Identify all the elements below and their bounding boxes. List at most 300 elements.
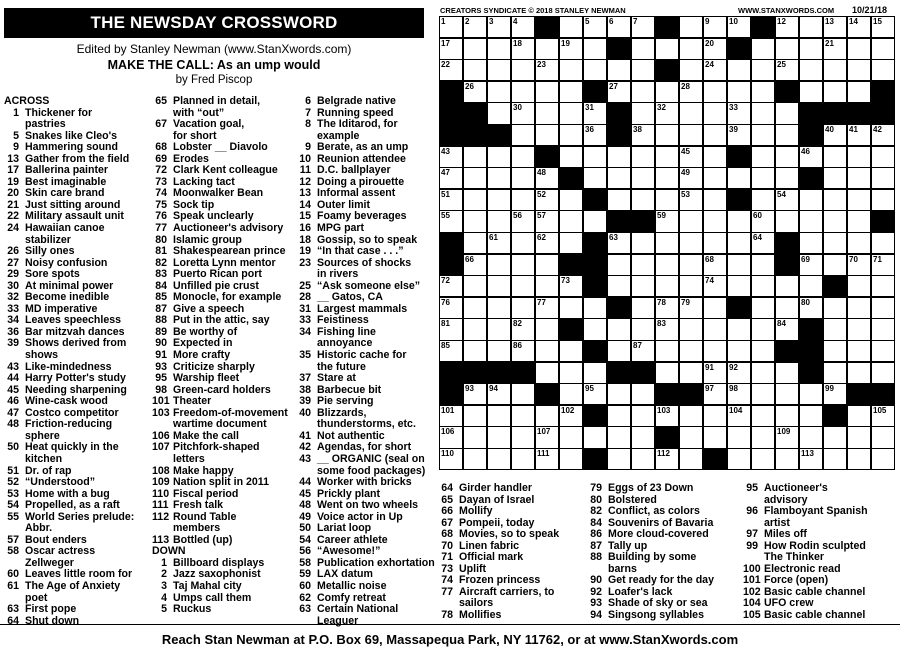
grid-cell[interactable] xyxy=(463,318,487,340)
grid-cell[interactable] xyxy=(655,362,679,384)
grid-cell[interactable] xyxy=(607,16,631,38)
grid-cell[interactable] xyxy=(631,254,655,276)
grid-cell[interactable] xyxy=(679,38,703,60)
grid-cell[interactable] xyxy=(751,189,775,211)
grid-cell[interactable] xyxy=(727,275,751,297)
grid-cell[interactable] xyxy=(439,340,463,362)
grid-cell[interactable] xyxy=(751,297,775,319)
grid-cell[interactable] xyxy=(751,318,775,340)
grid-cell[interactable] xyxy=(463,189,487,211)
grid-cell[interactable] xyxy=(799,448,823,470)
grid-cell[interactable] xyxy=(799,210,823,232)
grid-cell[interactable] xyxy=(679,189,703,211)
grid-cell[interactable] xyxy=(847,362,871,384)
grid-cell[interactable] xyxy=(607,405,631,427)
grid-cell[interactable] xyxy=(631,59,655,81)
grid-cell[interactable] xyxy=(487,340,511,362)
grid-cell[interactable] xyxy=(559,426,583,448)
grid-cell[interactable] xyxy=(559,102,583,124)
grid-cell[interactable] xyxy=(871,448,895,470)
grid-cell[interactable] xyxy=(775,318,799,340)
grid-cell[interactable] xyxy=(631,189,655,211)
grid-cell[interactable] xyxy=(487,16,511,38)
grid-cell[interactable] xyxy=(847,124,871,146)
grid-cell[interactable] xyxy=(631,297,655,319)
grid-cell[interactable] xyxy=(511,59,535,81)
grid-cell[interactable] xyxy=(655,189,679,211)
grid-cell[interactable] xyxy=(535,297,559,319)
grid-cell[interactable] xyxy=(535,254,559,276)
grid-cell[interactable] xyxy=(631,102,655,124)
grid-cell[interactable] xyxy=(799,232,823,254)
grid-cell[interactable] xyxy=(775,210,799,232)
grid-cell[interactable] xyxy=(559,124,583,146)
grid-cell[interactable] xyxy=(727,254,751,276)
grid-cell[interactable] xyxy=(727,448,751,470)
grid-cell[interactable] xyxy=(823,362,847,384)
grid-cell[interactable] xyxy=(535,124,559,146)
grid-cell[interactable] xyxy=(751,405,775,427)
grid-cell[interactable] xyxy=(655,275,679,297)
grid-cell[interactable] xyxy=(727,16,751,38)
grid-cell[interactable] xyxy=(631,232,655,254)
grid-cell[interactable] xyxy=(583,297,607,319)
grid-cell[interactable] xyxy=(439,297,463,319)
grid-cell[interactable] xyxy=(847,254,871,276)
grid-cell[interactable] xyxy=(751,167,775,189)
grid-cell[interactable] xyxy=(583,38,607,60)
grid-cell[interactable] xyxy=(751,340,775,362)
grid-cell[interactable] xyxy=(847,210,871,232)
grid-cell[interactable] xyxy=(655,254,679,276)
grid-cell[interactable] xyxy=(487,448,511,470)
grid-cell[interactable] xyxy=(583,167,607,189)
grid-cell[interactable] xyxy=(487,81,511,103)
grid-cell[interactable] xyxy=(559,232,583,254)
grid-cell[interactable] xyxy=(655,167,679,189)
grid-cell[interactable] xyxy=(535,81,559,103)
grid-cell[interactable] xyxy=(631,318,655,340)
grid-cell[interactable] xyxy=(823,232,847,254)
grid-cell[interactable] xyxy=(439,16,463,38)
grid-cell[interactable] xyxy=(607,340,631,362)
grid-cell[interactable] xyxy=(751,210,775,232)
grid-cell[interactable] xyxy=(535,189,559,211)
grid-cell[interactable] xyxy=(487,297,511,319)
grid-cell[interactable] xyxy=(847,38,871,60)
grid-cell[interactable] xyxy=(463,38,487,60)
grid-cell[interactable] xyxy=(631,275,655,297)
grid-cell[interactable] xyxy=(511,405,535,427)
grid-cell[interactable] xyxy=(799,275,823,297)
grid-cell[interactable] xyxy=(823,210,847,232)
grid-cell[interactable] xyxy=(799,16,823,38)
grid-cell[interactable] xyxy=(727,210,751,232)
grid-cell[interactable] xyxy=(799,38,823,60)
grid-cell[interactable] xyxy=(679,16,703,38)
grid-cell[interactable] xyxy=(583,16,607,38)
grid-cell[interactable] xyxy=(847,59,871,81)
grid-cell[interactable] xyxy=(703,405,727,427)
grid-cell[interactable] xyxy=(559,146,583,168)
grid-cell[interactable] xyxy=(487,59,511,81)
grid-cell[interactable] xyxy=(847,318,871,340)
grid-cell[interactable] xyxy=(775,362,799,384)
grid-cell[interactable] xyxy=(511,383,535,405)
grid-cell[interactable] xyxy=(487,146,511,168)
grid-cell[interactable] xyxy=(871,297,895,319)
grid-cell[interactable] xyxy=(607,81,631,103)
grid-cell[interactable] xyxy=(727,340,751,362)
grid-cell[interactable] xyxy=(559,38,583,60)
grid-cell[interactable] xyxy=(607,189,631,211)
grid-cell[interactable] xyxy=(511,426,535,448)
grid-cell[interactable] xyxy=(751,124,775,146)
grid-cell[interactable] xyxy=(439,38,463,60)
grid-cell[interactable] xyxy=(751,448,775,470)
grid-cell[interactable] xyxy=(607,254,631,276)
grid-cell[interactable] xyxy=(847,16,871,38)
grid-cell[interactable] xyxy=(751,232,775,254)
grid-cell[interactable] xyxy=(583,146,607,168)
grid-cell[interactable] xyxy=(463,16,487,38)
grid-cell[interactable] xyxy=(535,426,559,448)
grid-cell[interactable] xyxy=(775,59,799,81)
grid-cell[interactable] xyxy=(871,167,895,189)
grid-cell[interactable] xyxy=(703,59,727,81)
grid-cell[interactable] xyxy=(679,362,703,384)
grid-cell[interactable] xyxy=(871,275,895,297)
grid-cell[interactable] xyxy=(511,38,535,60)
grid-cell[interactable] xyxy=(799,189,823,211)
grid-cell[interactable] xyxy=(655,340,679,362)
grid-cell[interactable] xyxy=(799,297,823,319)
grid-cell[interactable] xyxy=(751,81,775,103)
grid-cell[interactable] xyxy=(631,426,655,448)
grid-cell[interactable] xyxy=(511,340,535,362)
grid-cell[interactable] xyxy=(607,146,631,168)
grid-cell[interactable] xyxy=(511,210,535,232)
grid-cell[interactable] xyxy=(487,38,511,60)
grid-cell[interactable] xyxy=(463,405,487,427)
grid-cell[interactable] xyxy=(511,16,535,38)
grid-cell[interactable] xyxy=(823,124,847,146)
grid-cell[interactable] xyxy=(559,275,583,297)
grid-cell[interactable] xyxy=(655,448,679,470)
grid-cell[interactable] xyxy=(631,340,655,362)
grid-cell[interactable] xyxy=(799,383,823,405)
grid-cell[interactable] xyxy=(559,405,583,427)
grid-cell[interactable] xyxy=(583,124,607,146)
grid-cell[interactable] xyxy=(487,232,511,254)
grid-cell[interactable] xyxy=(511,275,535,297)
grid-cell[interactable] xyxy=(823,146,847,168)
grid-cell[interactable] xyxy=(439,146,463,168)
grid-cell[interactable] xyxy=(703,167,727,189)
grid-cell[interactable] xyxy=(439,59,463,81)
grid-cell[interactable] xyxy=(703,81,727,103)
grid-cell[interactable] xyxy=(751,383,775,405)
grid-cell[interactable] xyxy=(679,275,703,297)
grid-cell[interactable] xyxy=(847,167,871,189)
grid-cell[interactable] xyxy=(751,275,775,297)
grid-cell[interactable] xyxy=(631,383,655,405)
grid-cell[interactable] xyxy=(535,232,559,254)
grid-cell[interactable] xyxy=(871,362,895,384)
grid-cell[interactable] xyxy=(847,297,871,319)
grid-cell[interactable] xyxy=(631,448,655,470)
grid-cell[interactable] xyxy=(535,59,559,81)
grid-cell[interactable] xyxy=(775,124,799,146)
grid-cell[interactable] xyxy=(463,448,487,470)
grid-cell[interactable] xyxy=(439,189,463,211)
grid-cell[interactable] xyxy=(847,340,871,362)
grid-cell[interactable] xyxy=(823,189,847,211)
grid-cell[interactable] xyxy=(535,275,559,297)
grid-cell[interactable] xyxy=(583,383,607,405)
grid-cell[interactable] xyxy=(535,448,559,470)
grid-cell[interactable] xyxy=(439,210,463,232)
grid-cell[interactable] xyxy=(487,405,511,427)
grid-cell[interactable] xyxy=(511,448,535,470)
grid-cell[interactable] xyxy=(775,297,799,319)
grid-cell[interactable] xyxy=(871,340,895,362)
grid-cell[interactable] xyxy=(703,426,727,448)
grid-cell[interactable] xyxy=(775,38,799,60)
grid-cell[interactable] xyxy=(607,275,631,297)
grid-cell[interactable] xyxy=(535,167,559,189)
grid-cell[interactable] xyxy=(799,146,823,168)
grid-cell[interactable] xyxy=(823,167,847,189)
grid-cell[interactable] xyxy=(559,448,583,470)
grid-cell[interactable] xyxy=(703,318,727,340)
grid-cell[interactable] xyxy=(727,383,751,405)
grid-cell[interactable] xyxy=(559,362,583,384)
grid-cell[interactable] xyxy=(439,167,463,189)
grid-cell[interactable] xyxy=(799,254,823,276)
grid-cell[interactable] xyxy=(631,81,655,103)
grid-cell[interactable] xyxy=(679,102,703,124)
grid-cell[interactable] xyxy=(487,318,511,340)
grid-cell[interactable] xyxy=(727,426,751,448)
grid-cell[interactable] xyxy=(751,362,775,384)
grid-cell[interactable] xyxy=(631,16,655,38)
grid-cell[interactable] xyxy=(703,146,727,168)
grid-cell[interactable] xyxy=(463,383,487,405)
grid-cell[interactable] xyxy=(775,189,799,211)
grid-cell[interactable] xyxy=(463,81,487,103)
grid-cell[interactable] xyxy=(703,124,727,146)
grid-cell[interactable] xyxy=(463,426,487,448)
grid-cell[interactable] xyxy=(871,16,895,38)
grid-cell[interactable] xyxy=(799,81,823,103)
grid-cell[interactable] xyxy=(655,405,679,427)
grid-cell[interactable] xyxy=(727,102,751,124)
grid-cell[interactable] xyxy=(871,38,895,60)
grid-cell[interactable] xyxy=(511,124,535,146)
grid-cell[interactable] xyxy=(679,426,703,448)
grid-cell[interactable] xyxy=(487,254,511,276)
grid-cell[interactable] xyxy=(439,405,463,427)
grid-cell[interactable] xyxy=(775,275,799,297)
grid-cell[interactable] xyxy=(751,102,775,124)
grid-cell[interactable] xyxy=(655,81,679,103)
grid-cell[interactable] xyxy=(511,318,535,340)
grid-cell[interactable] xyxy=(703,189,727,211)
grid-cell[interactable] xyxy=(727,362,751,384)
grid-cell[interactable] xyxy=(583,59,607,81)
grid-cell[interactable] xyxy=(559,210,583,232)
grid-cell[interactable] xyxy=(535,102,559,124)
grid-cell[interactable] xyxy=(727,405,751,427)
grid-cell[interactable] xyxy=(535,340,559,362)
grid-cell[interactable] xyxy=(607,383,631,405)
grid-cell[interactable] xyxy=(775,383,799,405)
grid-cell[interactable] xyxy=(679,340,703,362)
grid-cell[interactable] xyxy=(703,232,727,254)
grid-cell[interactable] xyxy=(439,275,463,297)
grid-cell[interactable] xyxy=(511,167,535,189)
grid-cell[interactable] xyxy=(871,254,895,276)
grid-cell[interactable] xyxy=(655,210,679,232)
grid-cell[interactable] xyxy=(631,124,655,146)
grid-cell[interactable] xyxy=(775,16,799,38)
grid-cell[interactable] xyxy=(631,38,655,60)
grid-cell[interactable] xyxy=(823,16,847,38)
grid-cell[interactable] xyxy=(703,383,727,405)
grid-cell[interactable] xyxy=(511,254,535,276)
grid-cell[interactable] xyxy=(631,146,655,168)
grid-cell[interactable] xyxy=(823,38,847,60)
grid-cell[interactable] xyxy=(847,405,871,427)
grid-cell[interactable] xyxy=(823,81,847,103)
grid-cell[interactable] xyxy=(511,297,535,319)
grid-cell[interactable] xyxy=(535,318,559,340)
grid-cell[interactable] xyxy=(679,232,703,254)
grid-cell[interactable] xyxy=(463,275,487,297)
grid-cell[interactable] xyxy=(487,102,511,124)
grid-cell[interactable] xyxy=(679,318,703,340)
grid-cell[interactable] xyxy=(463,297,487,319)
grid-cell[interactable] xyxy=(847,146,871,168)
grid-cell[interactable] xyxy=(607,426,631,448)
grid-cell[interactable] xyxy=(847,275,871,297)
grid-cell[interactable] xyxy=(751,146,775,168)
grid-cell[interactable] xyxy=(751,38,775,60)
grid-cell[interactable] xyxy=(871,124,895,146)
grid-cell[interactable] xyxy=(847,232,871,254)
grid-cell[interactable] xyxy=(511,146,535,168)
grid-cell[interactable] xyxy=(799,59,823,81)
grid-cell[interactable] xyxy=(535,38,559,60)
grid-cell[interactable] xyxy=(559,297,583,319)
grid-cell[interactable] xyxy=(679,254,703,276)
grid-cell[interactable] xyxy=(679,405,703,427)
grid-cell[interactable] xyxy=(583,362,607,384)
grid-cell[interactable] xyxy=(775,426,799,448)
grid-cell[interactable] xyxy=(703,38,727,60)
grid-cell[interactable] xyxy=(871,59,895,81)
grid-cell[interactable] xyxy=(463,232,487,254)
grid-cell[interactable] xyxy=(871,232,895,254)
grid-cell[interactable] xyxy=(439,448,463,470)
grid-cell[interactable] xyxy=(559,59,583,81)
grid-cell[interactable] xyxy=(559,16,583,38)
grid-cell[interactable] xyxy=(487,189,511,211)
grid-cell[interactable] xyxy=(847,81,871,103)
grid-cell[interactable] xyxy=(703,102,727,124)
grid-cell[interactable] xyxy=(463,210,487,232)
grid-cell[interactable] xyxy=(679,210,703,232)
grid-cell[interactable] xyxy=(727,81,751,103)
grid-cell[interactable] xyxy=(439,318,463,340)
grid-cell[interactable] xyxy=(727,318,751,340)
grid-cell[interactable] xyxy=(631,167,655,189)
grid-cell[interactable] xyxy=(559,189,583,211)
grid-cell[interactable] xyxy=(655,318,679,340)
grid-cell[interactable] xyxy=(655,297,679,319)
grid-cell[interactable] xyxy=(823,448,847,470)
grid-cell[interactable] xyxy=(679,297,703,319)
grid-cell[interactable] xyxy=(679,59,703,81)
grid-cell[interactable] xyxy=(703,210,727,232)
grid-cell[interactable] xyxy=(823,426,847,448)
grid-cell[interactable] xyxy=(655,124,679,146)
grid-cell[interactable] xyxy=(607,318,631,340)
grid-cell[interactable] xyxy=(511,102,535,124)
grid-cell[interactable] xyxy=(799,426,823,448)
grid-cell[interactable] xyxy=(559,81,583,103)
grid-cell[interactable] xyxy=(655,38,679,60)
grid-cell[interactable] xyxy=(487,426,511,448)
grid-cell[interactable] xyxy=(775,102,799,124)
grid-cell[interactable] xyxy=(703,340,727,362)
grid-cell[interactable] xyxy=(511,189,535,211)
grid-cell[interactable] xyxy=(655,146,679,168)
grid-cell[interactable] xyxy=(655,232,679,254)
grid-cell[interactable] xyxy=(727,167,751,189)
grid-cell[interactable] xyxy=(607,448,631,470)
grid-cell[interactable] xyxy=(823,318,847,340)
grid-cell[interactable] xyxy=(583,210,607,232)
grid-cell[interactable] xyxy=(463,340,487,362)
grid-cell[interactable] xyxy=(679,146,703,168)
grid-cell[interactable] xyxy=(631,405,655,427)
grid-cell[interactable] xyxy=(583,102,607,124)
grid-cell[interactable] xyxy=(847,448,871,470)
grid-cell[interactable] xyxy=(463,146,487,168)
grid-cell[interactable] xyxy=(439,426,463,448)
grid-cell[interactable] xyxy=(823,59,847,81)
grid-cell[interactable] xyxy=(463,167,487,189)
grid-cell[interactable] xyxy=(775,448,799,470)
grid-cell[interactable] xyxy=(871,318,895,340)
grid-cell[interactable] xyxy=(679,448,703,470)
grid-cell[interactable] xyxy=(607,232,631,254)
grid-cell[interactable] xyxy=(463,254,487,276)
grid-cell[interactable] xyxy=(679,81,703,103)
grid-cell[interactable] xyxy=(487,383,511,405)
grid-cell[interactable] xyxy=(487,167,511,189)
grid-cell[interactable] xyxy=(703,362,727,384)
grid-cell[interactable] xyxy=(823,383,847,405)
grid-cell[interactable] xyxy=(823,254,847,276)
grid-cell[interactable] xyxy=(775,146,799,168)
grid-cell[interactable] xyxy=(559,340,583,362)
grid-cell[interactable] xyxy=(463,59,487,81)
grid-cell[interactable] xyxy=(871,405,895,427)
grid-cell[interactable] xyxy=(847,426,871,448)
